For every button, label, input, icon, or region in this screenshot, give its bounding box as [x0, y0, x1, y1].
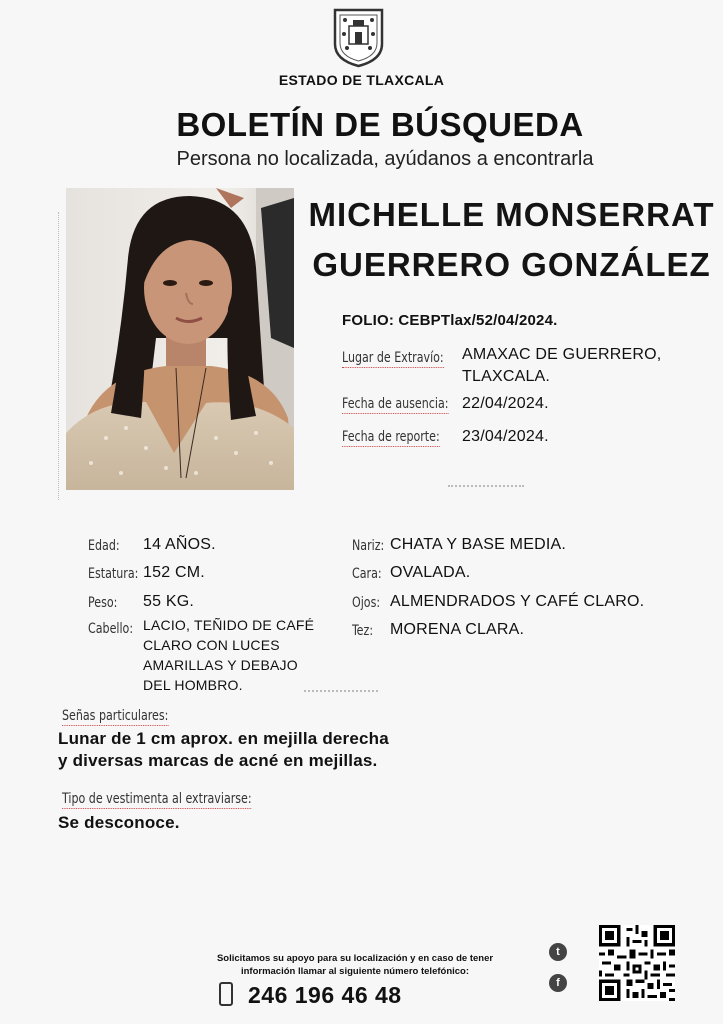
state-name: ESTADO DE TLAXCALA: [278, 72, 445, 88]
cabello-value-line4: DEL HOMBRO.: [143, 677, 243, 693]
person-name-line1: MICHELLE MONSERRAT: [308, 196, 715, 233]
divider-dots-2: [304, 690, 378, 692]
nariz-value: CHATA Y BASE MEDIA.: [390, 536, 567, 553]
estatura-label: Estatura:: [88, 566, 139, 582]
cabello-label: Cabello:: [88, 621, 134, 637]
lugar-label: Lugar de Extravío:: [342, 350, 444, 366]
senas-value-line2: y diversas marcas de acné en mejillas.: [58, 751, 378, 770]
cara-label: Cara:: [352, 566, 382, 582]
fecha-reporte-value: 23/04/2024.: [462, 428, 549, 445]
phone-icon: [219, 982, 233, 1006]
edad-label: Edad:: [88, 538, 120, 554]
facebook-icon[interactable]: f: [549, 974, 567, 992]
state-seal-icon: [331, 6, 386, 68]
cabello-value-line3: AMARILLAS Y DEBAJO: [143, 657, 298, 673]
twitter-icon[interactable]: t: [549, 943, 567, 961]
senas-value-line1: Lunar de 1 cm aprox. en mejilla derecha: [58, 729, 389, 748]
divider-dots: [448, 485, 524, 487]
contact-request: [150, 952, 560, 978]
qr-code-icon[interactable]: [599, 925, 675, 1001]
fecha-reporte-label: Fecha de reporte:: [342, 429, 440, 445]
fecha-ausencia-value: 22/04/2024.: [462, 395, 549, 412]
folio-number: FOLIO: CEBPTlax/52/04/2024.: [342, 312, 558, 329]
estatura-value: 152 CM.: [143, 564, 205, 581]
peso-value: 55 KG.: [143, 593, 195, 610]
edad-value: 14 AÑOS.: [143, 536, 216, 553]
vestimenta-label: Tipo de vestimenta al extraviarse:: [62, 791, 252, 807]
fecha-ausencia-label: Fecha de ausencia:: [342, 396, 449, 412]
tez-value: MORENA CLARA.: [390, 621, 525, 638]
bulletin-title: BOLETÍN DE BÚSQUEDA: [176, 106, 584, 143]
vestimenta-value: Se desconoce.: [58, 813, 180, 832]
cabello-value-line1: LACIO, TEÑIDO DE CAFÉ: [143, 617, 315, 633]
cara-value: OVALADA.: [390, 564, 471, 581]
contact-request-line1: Solicitamos su apoyo para su localización y en caso de tener: [216, 953, 494, 964]
phone-number[interactable]: 246 196 46 48: [248, 982, 402, 1008]
bulletin-subtitle: Persona no localizada, ayúdanos a encontrarla: [176, 148, 594, 170]
contact-request-line2: información llamar al siguiente número telefónico:: [240, 966, 470, 977]
lugar-value-line1: AMAXAC DE GUERRERO,: [462, 346, 662, 363]
cabello-value-line2: CLARO CON LUCES: [143, 637, 280, 653]
peso-label: Peso:: [88, 595, 118, 611]
ojos-value: ALMENDRADOS Y CAFÉ CLARO.: [390, 593, 645, 610]
nariz-label: Nariz:: [352, 538, 385, 554]
lugar-value-line2: TLAXCALA.: [462, 368, 551, 385]
senas-label: Señas particulares:: [62, 708, 169, 724]
missing-person-photo: [66, 188, 294, 490]
tez-label: Tez:: [352, 623, 374, 639]
person-name-line2: GUERRERO GONZÁLEZ: [312, 246, 711, 283]
ojos-label: Ojos:: [352, 595, 381, 611]
